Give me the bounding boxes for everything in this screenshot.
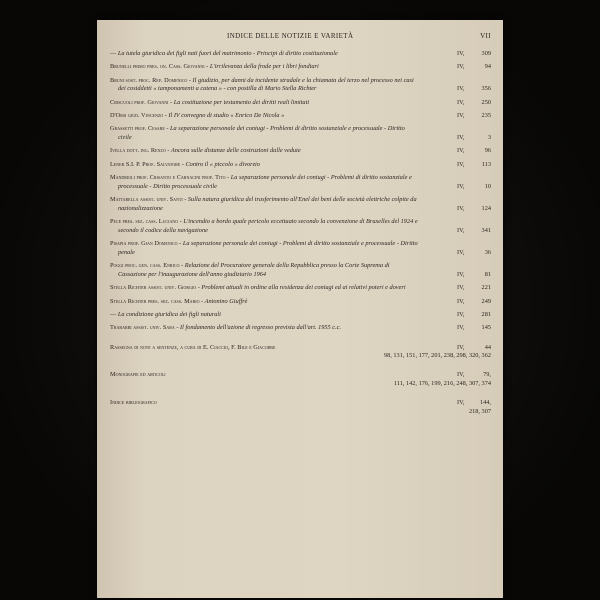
- entry-title: - Il giudizio, per danni da incidente stradale e la chiamata del terzo nel processo nei casi dei cosiddetti « tamponamenti a catena » - con postilla di Mario Stella Richter: [118, 76, 414, 93]
- entry-text: [110, 311, 418, 320]
- entry-text: [110, 218, 418, 236]
- entry-dash: —: [110, 311, 118, 319]
- entry-title: - L'irrilevanza della frode per i libri fondiari: [204, 63, 319, 71]
- entry-author: D'Orsi giud. Vincenzo: [110, 111, 164, 119]
- entry-refs: [457, 205, 491, 214]
- entry-author: Mattarella assist. univ. Santi: [110, 196, 183, 204]
- entry-author: Stella Richter assist. univ. Giorgio: [110, 284, 197, 292]
- page-number: VII: [480, 32, 491, 40]
- entry-volume: IV,: [457, 63, 465, 71]
- entry-refs: [457, 63, 491, 72]
- entry-text: [110, 298, 418, 307]
- entry-title: - Ancora sulle distanze delle costruzioni dalle vedute: [165, 147, 301, 155]
- entry-author: Criscuoli prof. Giovanni: [110, 98, 169, 106]
- entry-volume: IV,: [457, 160, 465, 168]
- entry-author: Ivella dott. ing. Renzo: [110, 147, 166, 155]
- section-volume: IV,: [457, 399, 465, 407]
- index-entry: [110, 147, 491, 156]
- entry-title: - Antonino Giuffrè: [199, 297, 248, 305]
- entry-text: [110, 196, 418, 214]
- entry-volume: IV,: [457, 324, 465, 332]
- section-title: Monografie ed articoli: [110, 371, 166, 379]
- entry-author: Pece pres. sez. cass. Luciano: [110, 218, 179, 226]
- index-entry: [110, 284, 491, 293]
- entry-refs: [457, 85, 491, 94]
- entry-page: 81: [484, 271, 491, 279]
- entry-title: - La separazione personale dei coniugi - Problemi di diritto sostanziale e processuale - Diritto penale: [118, 240, 418, 257]
- entry-refs: [457, 227, 491, 236]
- entry-refs: [457, 271, 491, 280]
- index-entry: [110, 324, 491, 333]
- entry-text: [110, 50, 418, 59]
- entry-title: - Contro il « piccolo » divorzio: [180, 160, 260, 168]
- entry-text: [110, 147, 418, 156]
- entry-title: - Il fondamento dell'azione di regresso prevista dall'art. 1955 c.c.: [174, 324, 342, 332]
- running-title: INDICE DELLE NOTIZIE E VARIETÀ: [227, 32, 354, 40]
- section-page: 144,: [479, 399, 491, 407]
- entry-volume: IV,: [457, 271, 465, 279]
- entry-refs: [457, 134, 491, 143]
- entry-volume: IV,: [457, 311, 465, 319]
- section-label: [110, 344, 410, 353]
- entry-title: - Sulla natura giuridica del trasferimento all'Enel dei beni delle società elettriche colpite da nazionalizzazione: [118, 196, 417, 212]
- entry-title: La tutela giuridica dei figli nati fuori del matrimonio - Principi di diritto costituzionale: [117, 50, 338, 57]
- entry-refs: [457, 298, 491, 307]
- section-entry: [110, 399, 491, 416]
- entry-page: 145: [481, 324, 491, 332]
- entry-author: Pisapia prof. Gian Domenico: [110, 240, 178, 248]
- entry-volume: IV,: [457, 284, 465, 292]
- entry-page: 341: [481, 226, 491, 234]
- entry-page: 10: [484, 182, 491, 190]
- section-more-pages: 111, 142, 176, 199, 216, 248, 307, 374: [393, 380, 491, 388]
- entry-volume: IV,: [457, 134, 465, 142]
- entry-title: - Relazione del Procuratore generale della Repubblica presso la Corte Suprema di Cassazione per l'inaugurazione dell'anno giudiziario 1964: [118, 262, 390, 279]
- entry-page: 36: [484, 249, 491, 257]
- entry-text: [110, 77, 418, 95]
- entry-title: - Problemi attuali in ordine alla residenza dei coniugi ed ai relativi poteri e doveri: [196, 284, 406, 292]
- entry-volume: IV,: [457, 147, 465, 155]
- entry-volume: IV,: [457, 111, 465, 119]
- entry-author: Grassetti prof. Cesare: [110, 125, 165, 133]
- entry-volume: IV,: [457, 297, 465, 305]
- entry-text: [110, 99, 418, 108]
- entry-text: [110, 262, 418, 280]
- index-entry: [110, 50, 491, 59]
- entry-volume: IV,: [457, 182, 465, 190]
- entry-page: 235: [481, 111, 491, 119]
- index-entry: [110, 77, 491, 95]
- section-title: Indice bibliografico: [110, 399, 157, 407]
- index-entry: [110, 112, 491, 121]
- entry-volume: IV,: [457, 50, 465, 57]
- entry-text: [110, 125, 418, 143]
- section-page: 44: [484, 343, 491, 351]
- section-entry: [110, 371, 491, 388]
- page-header: [97, 32, 503, 44]
- entry-title: - L'incendio a bordo quale pericolo eccettuato secondo la convenzione di Bruxelles del 1924 e secondo il codice della navigazione: [118, 218, 418, 234]
- section-more-pages: 218, 307: [468, 408, 491, 416]
- entry-refs: [457, 249, 491, 258]
- entry-text: [110, 63, 418, 72]
- entry-refs: [457, 161, 491, 170]
- entry-dash: —: [110, 50, 118, 57]
- entry-page: 249: [481, 297, 491, 305]
- entry-text: [110, 112, 418, 121]
- entry-page: 124: [481, 204, 491, 212]
- entry-volume: IV,: [457, 204, 465, 212]
- entry-page: 281: [481, 311, 491, 319]
- entry-page: 3: [487, 134, 491, 142]
- entry-text: [110, 324, 418, 333]
- entry-refs: [457, 50, 491, 59]
- entry-refs: [457, 112, 491, 121]
- spacer: [110, 421, 491, 427]
- entry-author: Bruni sost. proc. Rep. Domenico: [110, 76, 188, 84]
- entry-text: [110, 284, 418, 293]
- index-entry: [110, 298, 491, 307]
- entry-title: - La costituzione per testamento dei diritti reali limitati: [168, 98, 310, 106]
- entry-title: - Il IV convegno di studio « Enrico De Nicola »: [163, 111, 285, 119]
- section-label: [110, 399, 410, 408]
- section-refs: [457, 371, 491, 380]
- entry-volume: IV,: [457, 98, 465, 106]
- section-more-pages: 98, 131, 151, 177, 201, 238, 298, 320, 362: [383, 352, 491, 360]
- entry-page: 221: [481, 284, 491, 292]
- index-entry: [110, 99, 491, 108]
- index-entry: [110, 240, 491, 258]
- index-entry: [110, 218, 491, 236]
- entry-title: La condizione giuridica dei figli naturali: [117, 311, 221, 319]
- entry-page: 356: [481, 85, 491, 93]
- entry-title: - La separazione personale dei coniugi - Problemi di diritto sostanziale e processuale - Diritto processuale civile: [118, 173, 412, 190]
- entry-author: Mandrioli prof. Crisanto e Carnacini prof. Tito: [110, 173, 226, 181]
- entry-text: [110, 161, 418, 170]
- entry-volume: IV,: [457, 226, 465, 234]
- entry-text: [110, 174, 418, 192]
- entry-refs: [457, 311, 491, 320]
- index-entry: [110, 174, 491, 192]
- entry-volume: IV,: [457, 249, 465, 257]
- entry-author: Trabarri assist. univ. Sara: [110, 324, 175, 332]
- section-refs: [457, 399, 491, 408]
- section-volume: IV,: [457, 371, 465, 379]
- entry-refs: [457, 324, 491, 333]
- section-volume: IV,: [457, 343, 465, 351]
- entry-author: Stella Richter pres. sez. cass. Mario: [110, 297, 200, 305]
- entry-page: 309: [481, 50, 491, 57]
- section-label: [110, 371, 410, 380]
- entry-author: Lener S.I. P. Prof. Salvatore: [110, 160, 181, 168]
- entry-refs: [457, 147, 491, 156]
- section-entry: [110, 344, 491, 361]
- entry-refs: [457, 284, 491, 293]
- entry-refs: [457, 99, 491, 108]
- entry-refs: [457, 183, 491, 192]
- entry-title: - La separazione personale dei coniugi - Problemi di diritto sostanziale e processuale - Diritto civile: [118, 125, 405, 142]
- entry-page: 94: [484, 63, 491, 71]
- index-entry: [110, 125, 491, 143]
- section-page: 79,: [483, 371, 491, 379]
- entry-page: 250: [481, 98, 491, 106]
- index-entries: [110, 50, 491, 427]
- entry-author: Poggi proc. gen. cass. Enrico: [110, 262, 180, 270]
- section-title: Rassegna di note a sentenze, a cura di E. Ciaccio, F. Bile e Giacobbe: [110, 343, 276, 351]
- index-entry: [110, 262, 491, 280]
- index-entry: [110, 63, 491, 72]
- entry-page: 96: [484, 147, 491, 155]
- entry-text: [110, 240, 418, 258]
- index-entry: [110, 161, 491, 170]
- section-refs: [457, 344, 491, 353]
- document-page: [97, 20, 503, 598]
- entry-author: Brunelli primo pres. on. Cass. Giovanni: [110, 63, 205, 71]
- entry-page: 113: [481, 160, 491, 168]
- index-entry: [110, 311, 491, 320]
- index-entry: [110, 196, 491, 214]
- entry-volume: IV,: [457, 85, 465, 93]
